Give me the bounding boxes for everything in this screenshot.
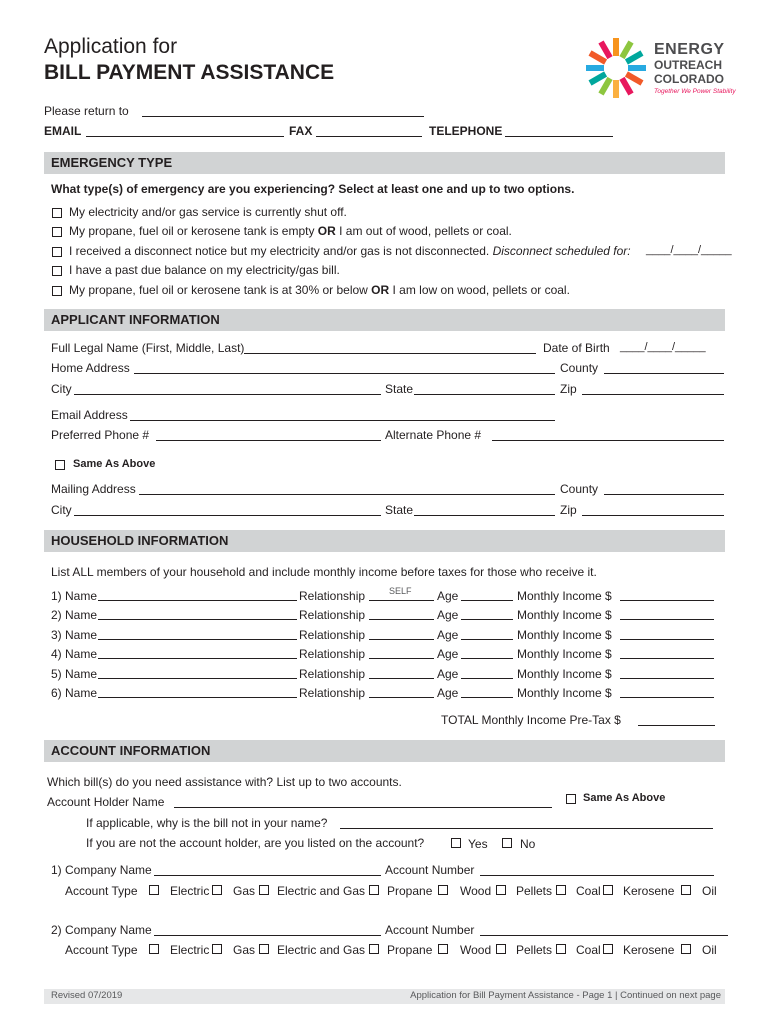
- page-footer: [44, 989, 725, 1004]
- county-field[interactable]: [604, 373, 724, 374]
- revised-date: Revised 07/2019: [51, 990, 123, 1001]
- household-row: [0, 628, 770, 647]
- opt2-text-a: My propane, fuel oil or kerosene tank is empty: [69, 224, 318, 238]
- mailing-county-field[interactable]: [604, 494, 724, 495]
- account-1-coal-label: Coal: [576, 884, 601, 898]
- relationship-field[interactable]: [369, 619, 434, 620]
- full-name-field[interactable]: [244, 353, 536, 354]
- logo-energy: ENERGY: [654, 41, 725, 58]
- section-title: ACCOUNT INFORMATION: [51, 743, 211, 758]
- disconnect-date-field[interactable]: ____/____/_____: [646, 244, 732, 256]
- mailing-state-field[interactable]: [414, 515, 555, 516]
- return-address-field[interactable]: [142, 116, 424, 117]
- income-label: Monthly Income $: [517, 686, 612, 700]
- account-2-electric-gas-checkbox[interactable]: [259, 944, 269, 954]
- account-number-1-field[interactable]: [480, 875, 714, 876]
- household-row-label: 4) Name: [51, 647, 98, 661]
- relationship-label: Relationship: [299, 628, 366, 642]
- logo-outreach: OUTREACH: [654, 58, 722, 72]
- account-1-propane-label: Propane: [387, 884, 433, 898]
- account-2-kerosene-label: Kerosene: [623, 943, 675, 957]
- relationship-field[interactable]: [369, 658, 434, 659]
- member-name-field[interactable]: [98, 600, 297, 601]
- section-title: APPLICANT INFORMATION: [51, 312, 220, 327]
- emergency-option-5-label: [69, 283, 570, 297]
- account-1-electric-checkbox[interactable]: [149, 885, 159, 895]
- income-field[interactable]: [620, 639, 714, 640]
- section-title: HOUSEHOLD INFORMATION: [51, 533, 229, 548]
- account-2-gas-label: Gas: [233, 943, 256, 957]
- relationship-value: SELF: [389, 586, 412, 596]
- relationship-label: Relationship: [299, 589, 366, 603]
- account-number-2-field[interactable]: [480, 935, 728, 936]
- page-title: BILL PAYMENT ASSISTANCE: [44, 61, 335, 84]
- account-2-electric-gas-label: Electric and Gas: [277, 943, 366, 957]
- logo: [584, 36, 734, 100]
- telephone-field[interactable]: [505, 136, 613, 137]
- household-row: [0, 586, 770, 608]
- total-income-field[interactable]: [638, 725, 715, 726]
- age-label: Age: [437, 647, 459, 661]
- page-indicator: Application for Bill Payment Assistance - Page 1 | Continued on next page: [410, 990, 721, 1001]
- fax-field[interactable]: [316, 136, 422, 137]
- age-field[interactable]: [461, 600, 513, 601]
- zip-field[interactable]: [582, 394, 724, 395]
- listed-question: If you are not the account holder, are you listed on the account?: [86, 836, 425, 850]
- member-name-field[interactable]: [98, 697, 297, 698]
- emergency-question: What type(s) of emergency are you experiencing? Select at least one and up to two options.: [51, 182, 575, 196]
- account-same-as-above-label: Same As Above: [583, 792, 666, 804]
- household-row: [0, 647, 770, 666]
- account-1-gas-label: Gas: [233, 884, 256, 898]
- relationship-field[interactable]: [369, 697, 434, 698]
- account-number-1-label: Account Number: [385, 863, 475, 877]
- email-address-label: Email Address: [51, 408, 128, 422]
- same-as-above-checkbox[interactable]: [55, 460, 65, 470]
- why-not-field[interactable]: [340, 828, 713, 829]
- household-row-label: 3) Name: [51, 628, 98, 642]
- household-row: [0, 667, 770, 686]
- account-2-electric-checkbox[interactable]: [149, 944, 159, 954]
- account-2-coal-checkbox[interactable]: [556, 944, 566, 954]
- income-label: Monthly Income $: [517, 628, 612, 642]
- mailing-zip-label: Zip: [560, 503, 577, 517]
- account-1-gas-checkbox[interactable]: [212, 885, 222, 895]
- emergency-option-3-checkbox[interactable]: [52, 247, 62, 257]
- listed-yes-checkbox[interactable]: [451, 838, 461, 848]
- account-number-2-label: Account Number: [385, 923, 475, 937]
- mailing-address-field[interactable]: [139, 494, 555, 495]
- account-1-coal-checkbox[interactable]: [556, 885, 566, 895]
- dob-label: Date of Birth: [543, 341, 610, 355]
- account-1-electric-gas-label: Electric and Gas: [277, 884, 366, 898]
- account-1-electric-gas-checkbox[interactable]: [259, 885, 269, 895]
- income-label: Monthly Income $: [517, 667, 612, 681]
- company-2-label: 2) Company Name: [51, 923, 152, 937]
- emergency-option-1-checkbox[interactable]: [52, 208, 62, 218]
- account-1-propane-checkbox[interactable]: [369, 885, 379, 895]
- member-name-field[interactable]: [98, 658, 297, 659]
- mailing-county-label: County: [560, 482, 599, 496]
- opt3-text-a: I received a disconnect notice but my electricity and/or gas is not disconnected.: [69, 244, 493, 258]
- listed-yes-label: Yes: [468, 837, 488, 851]
- member-name-field[interactable]: [98, 639, 297, 640]
- relationship-field[interactable]: [369, 600, 434, 601]
- income-field[interactable]: [620, 658, 714, 659]
- email-address-field[interactable]: [130, 420, 555, 421]
- account-type-1-label: Account Type: [65, 884, 138, 898]
- same-as-above-label: Same As Above: [73, 458, 156, 470]
- account-2-propane-label: Propane: [387, 943, 433, 957]
- income-label: Monthly Income $: [517, 589, 612, 603]
- age-label: Age: [437, 628, 459, 642]
- account-same-as-above-checkbox[interactable]: [566, 794, 576, 804]
- age-label: Age: [437, 686, 459, 700]
- income-field[interactable]: [620, 619, 714, 620]
- state-label: State: [385, 382, 414, 396]
- company-1-label: 1) Company Name: [51, 863, 152, 877]
- relationship-label: Relationship: [299, 647, 366, 661]
- opt5-text-c: I am low on wood, pellets or coal.: [389, 283, 570, 297]
- account-1-kerosene-label: Kerosene: [623, 884, 675, 898]
- account-1-wood-checkbox[interactable]: [438, 885, 448, 895]
- county-label: County: [560, 361, 599, 375]
- account-2-kerosene-checkbox[interactable]: [603, 944, 613, 954]
- applicant-info-header: [44, 309, 725, 331]
- age-field[interactable]: [461, 619, 513, 620]
- account-2-electric-label: Electric: [170, 943, 210, 957]
- account-2-wood-checkbox[interactable]: [438, 944, 448, 954]
- dob-field[interactable]: ____/____/_____: [620, 341, 706, 353]
- fax-label: FAX: [289, 124, 313, 138]
- income-field[interactable]: [620, 697, 714, 698]
- age-field[interactable]: [461, 697, 513, 698]
- city-label: City: [51, 382, 72, 396]
- account-2-oil-label: Oil: [702, 943, 717, 957]
- title-line-1: Application for: [44, 35, 178, 58]
- section-title: EMERGENCY TYPE: [51, 155, 173, 170]
- telephone-label: TELEPHONE: [429, 124, 503, 138]
- preferred-phone-label: Preferred Phone #: [51, 428, 150, 442]
- email-label: EMAIL: [44, 124, 82, 138]
- mailing-zip-field[interactable]: [582, 515, 724, 516]
- account-2-coal-label: Coal: [576, 943, 601, 957]
- city-field[interactable]: [74, 394, 381, 395]
- income-label: Monthly Income $: [517, 608, 612, 622]
- sunburst-logo-icon: [584, 36, 648, 100]
- account-holder-label: Account Holder Name: [47, 795, 165, 809]
- opt5-or: OR: [371, 283, 390, 297]
- household-instructions: List ALL members of your household and include monthly income before taxes for those who receive it.: [51, 565, 597, 579]
- home-address-field[interactable]: [134, 373, 555, 374]
- home-address-label: Home Address: [51, 361, 130, 375]
- zip-label: Zip: [560, 382, 577, 396]
- account-2-propane-checkbox[interactable]: [369, 944, 379, 954]
- relationship-label: Relationship: [299, 667, 366, 681]
- account-type-2-label: Account Type: [65, 943, 138, 957]
- email-field[interactable]: [86, 136, 284, 137]
- age-field[interactable]: [461, 658, 513, 659]
- household-row-label: 2) Name: [51, 608, 98, 622]
- emergency-option-3-label: [69, 244, 631, 258]
- opt3-disconnect-label: Disconnect scheduled for:: [492, 244, 631, 258]
- income-field[interactable]: [620, 600, 714, 601]
- age-field[interactable]: [461, 678, 513, 679]
- income-label: Monthly Income $: [517, 647, 612, 661]
- listed-no-checkbox[interactable]: [502, 838, 512, 848]
- emergency-option-2-label: [69, 224, 512, 238]
- account-question: Which bill(s) do you need assistance with? List up to two accounts.: [47, 775, 402, 789]
- full-name-label: Full Legal Name (First, Middle, Last): [51, 341, 245, 355]
- relationship-field[interactable]: [369, 678, 434, 679]
- logo-colorado: COLORADO: [654, 72, 724, 86]
- age-label: Age: [437, 589, 459, 603]
- relationship-label: Relationship: [299, 608, 366, 622]
- account-1-wood-label: Wood: [460, 884, 492, 898]
- preferred-phone-field[interactable]: [156, 440, 381, 441]
- relationship-field[interactable]: [369, 639, 434, 640]
- household-row-label: 5) Name: [51, 667, 98, 681]
- why-not-label: If applicable, why is the bill not in your name?: [86, 816, 328, 830]
- account-2-pellets-checkbox[interactable]: [496, 944, 506, 954]
- mailing-state-label: State: [385, 503, 414, 517]
- account-info-header: [44, 740, 725, 762]
- household-row: [0, 608, 770, 627]
- household-row: [0, 686, 770, 705]
- household-row-label: 6) Name: [51, 686, 98, 700]
- household-info-header: [44, 530, 725, 552]
- account-2-wood-label: Wood: [460, 943, 492, 957]
- account-1-oil-label: Oil: [702, 884, 717, 898]
- account-1-pellets-checkbox[interactable]: [496, 885, 506, 895]
- age-label: Age: [437, 667, 459, 681]
- company-1-field[interactable]: [154, 875, 381, 876]
- account-2-pellets-label: Pellets: [516, 943, 553, 957]
- logo-tagline: Together We Power Stability: [654, 88, 736, 95]
- account-holder-field[interactable]: [174, 807, 552, 808]
- account-1-oil-checkbox[interactable]: [681, 885, 691, 895]
- account-1-pellets-label: Pellets: [516, 884, 553, 898]
- state-field[interactable]: [414, 394, 555, 395]
- member-name-field[interactable]: [98, 619, 297, 620]
- mailing-address-label: Mailing Address: [51, 482, 136, 496]
- age-field[interactable]: [461, 639, 513, 640]
- total-income-label: TOTAL Monthly Income Pre-Tax $: [441, 713, 621, 727]
- opt2-or: OR: [317, 224, 336, 238]
- alternate-phone-field[interactable]: [492, 440, 724, 441]
- member-name-field[interactable]: [98, 678, 297, 679]
- listed-no-label: No: [520, 837, 536, 851]
- account-1-electric-label: Electric: [170, 884, 210, 898]
- account-2-gas-checkbox[interactable]: [212, 944, 222, 954]
- emergency-type-header: [44, 152, 725, 174]
- company-2-field[interactable]: [154, 935, 381, 936]
- household-row-label: 1) Name: [51, 589, 98, 603]
- income-field[interactable]: [620, 678, 714, 679]
- emergency-option-5-checkbox[interactable]: [52, 286, 62, 296]
- opt5-text-a: My propane, fuel oil or kerosene tank is at 30% or below: [69, 283, 372, 297]
- emergency-option-1-label: My electricity and/or gas service is currently shut off.: [69, 205, 347, 219]
- emergency-option-4-label: I have a past due balance on my electricity/gas bill.: [69, 263, 340, 277]
- mailing-city-field[interactable]: [74, 515, 381, 516]
- mailing-city-label: City: [51, 503, 72, 517]
- age-label: Age: [437, 608, 459, 622]
- relationship-label: Relationship: [299, 686, 366, 700]
- opt2-text-c: I am out of wood, pellets or coal.: [335, 224, 512, 238]
- account-2-oil-checkbox[interactable]: [681, 944, 691, 954]
- alternate-phone-label: Alternate Phone #: [385, 428, 482, 442]
- please-return-label: Please return to: [44, 104, 129, 118]
- emergency-option-4-checkbox[interactable]: [52, 266, 62, 276]
- emergency-option-2-checkbox[interactable]: [52, 227, 62, 237]
- account-1-kerosene-checkbox[interactable]: [603, 885, 613, 895]
